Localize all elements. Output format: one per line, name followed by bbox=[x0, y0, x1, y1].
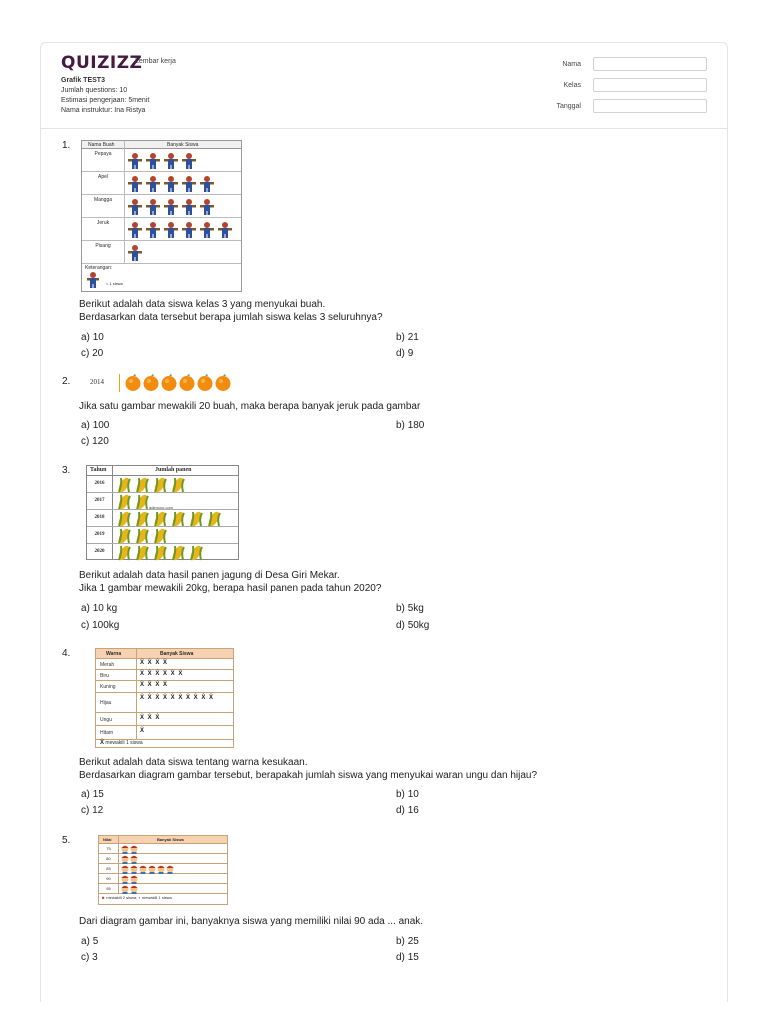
option-c[interactable] bbox=[81, 620, 119, 631]
fruit-pictograph bbox=[81, 140, 242, 292]
person-icon bbox=[164, 198, 178, 216]
corn-icon bbox=[171, 544, 185, 561]
person-icon bbox=[146, 198, 160, 216]
brand-subtitle: Lembar kerja bbox=[135, 58, 176, 65]
person-icon bbox=[200, 221, 214, 239]
person-icon bbox=[128, 244, 142, 262]
orange-icon bbox=[215, 374, 231, 392]
pictograph-row bbox=[99, 844, 227, 854]
person-icon bbox=[182, 175, 196, 193]
time-estimate: Estimasi pengerjaan: 5menit bbox=[61, 97, 150, 104]
person-icon bbox=[200, 175, 214, 193]
option-value: 16 bbox=[407, 805, 419, 816]
person-icon bbox=[128, 198, 142, 216]
question-text bbox=[79, 915, 423, 928]
option-a[interactable] bbox=[81, 603, 117, 614]
face-icon bbox=[157, 865, 165, 874]
option-value: 180 bbox=[407, 420, 425, 431]
pictograph-row bbox=[87, 527, 238, 544]
person-icon bbox=[164, 175, 178, 193]
pictograph-row bbox=[96, 693, 233, 713]
face-icon bbox=[148, 865, 156, 874]
pictograph-header bbox=[96, 649, 233, 659]
question-line: Berikut adalah data siswa tentang warna kesukaan. bbox=[79, 757, 308, 768]
pictograph-row bbox=[87, 544, 238, 561]
pictograph-header bbox=[87, 466, 238, 476]
option-value: 100 bbox=[92, 420, 110, 431]
question-line: Berikut adalah data siswa kelas 3 yang menyukai buah. bbox=[79, 299, 326, 310]
column-header: Banyak Siswa bbox=[167, 142, 199, 148]
person-icon: Ẋ bbox=[100, 740, 105, 746]
pictograph-row bbox=[82, 172, 241, 195]
person-icon bbox=[146, 175, 160, 193]
corn-icon bbox=[207, 510, 221, 527]
option-value: 50kg bbox=[407, 620, 430, 631]
option-d[interactable] bbox=[396, 805, 419, 816]
option-key: a) bbox=[81, 332, 90, 343]
name-row bbox=[537, 57, 707, 78]
face-icon bbox=[130, 855, 138, 864]
date-row bbox=[537, 99, 707, 120]
column-header: Nilai bbox=[103, 837, 112, 842]
face-icon: ☻ bbox=[101, 895, 106, 900]
option-value: 25 bbox=[407, 936, 419, 947]
date-field[interactable] bbox=[593, 99, 707, 113]
question-number: 3. bbox=[62, 465, 71, 476]
row-label: Kuning bbox=[100, 684, 116, 690]
row-label: Jeruk bbox=[96, 220, 110, 226]
legend-text: mewakili 2 siswa; bbox=[106, 895, 138, 900]
option-key: d) bbox=[396, 952, 405, 963]
figure-cell: Ẋ Ẋ Ẋ Ẋ Ẋ Ẋ Ẋ Ẋ Ẋ Ẋ bbox=[140, 695, 215, 701]
option-a[interactable] bbox=[81, 332, 104, 343]
corn-icon bbox=[117, 510, 131, 527]
date-label: Tanggal bbox=[556, 103, 581, 110]
option-value: 3 bbox=[92, 952, 98, 963]
person-icon bbox=[164, 221, 178, 239]
half-face-icon: ◐ bbox=[138, 895, 141, 900]
option-a[interactable] bbox=[81, 936, 98, 947]
option-key: c) bbox=[81, 620, 90, 631]
row-label: Pisang bbox=[95, 243, 111, 249]
person-icon bbox=[128, 152, 142, 170]
option-value: 10 bbox=[92, 332, 104, 343]
option-value: 100kg bbox=[92, 620, 120, 631]
option-key: c) bbox=[81, 805, 90, 816]
row-label: Pepaya bbox=[94, 151, 112, 157]
column-header: Warna bbox=[106, 651, 122, 657]
question-number: 5. bbox=[62, 835, 71, 846]
harvest-pictograph bbox=[86, 465, 239, 560]
option-value: 10 bbox=[407, 789, 419, 800]
person-icon bbox=[86, 271, 100, 289]
column-header: Jumlah panen bbox=[155, 467, 192, 473]
question-text bbox=[79, 298, 383, 324]
worksheet-title: Grafik TEST3 bbox=[61, 77, 105, 84]
pictograph-row bbox=[87, 510, 238, 527]
pictograph-row bbox=[99, 874, 227, 884]
option-key: b) bbox=[396, 936, 405, 947]
question-line: Berikut adalah data hasil panen jagung di Desa Giri Mekar. bbox=[79, 570, 340, 581]
option-d[interactable] bbox=[396, 348, 413, 359]
orange-icon bbox=[161, 374, 177, 392]
pictograph-header bbox=[82, 141, 241, 149]
legend-text: mewakili 1 siswa bbox=[105, 740, 143, 746]
orange-icon bbox=[143, 374, 159, 392]
option-key: d) bbox=[396, 620, 405, 631]
figure-cell: Ẋ Ẋ Ẋ Ẋ bbox=[140, 660, 169, 666]
person-icon bbox=[146, 152, 160, 170]
figure-cell: Ẋ Ẋ Ẋ Ẋ bbox=[140, 682, 169, 688]
pictograph-row bbox=[82, 218, 241, 241]
row-label: 95 bbox=[106, 886, 111, 891]
option-key: b) bbox=[396, 420, 405, 431]
question-line: Dari diagram gambar ini, banyaknya siswa yang memiliki nilai 90 ada ... anak. bbox=[79, 916, 424, 927]
row-label: 85 bbox=[106, 866, 111, 871]
face-icon bbox=[130, 845, 138, 854]
column-header: Tahun bbox=[90, 467, 107, 473]
year-label: 2014 bbox=[90, 378, 104, 386]
person-icon bbox=[146, 221, 160, 239]
option-key: c) bbox=[81, 436, 90, 447]
option-key: b) bbox=[396, 603, 405, 614]
pictograph-row bbox=[87, 476, 238, 493]
option-a[interactable] bbox=[81, 789, 104, 800]
corn-icon bbox=[135, 476, 149, 493]
pictograph-row bbox=[96, 713, 233, 726]
figure-cell: Ẋ Ẋ Ẋ Ẋ Ẋ Ẋ bbox=[140, 671, 184, 677]
row-label: 80 bbox=[106, 856, 111, 861]
legend-title: Keterangan: bbox=[85, 265, 113, 271]
face-icon bbox=[130, 875, 138, 884]
corn-icon bbox=[171, 476, 185, 493]
orange-icon bbox=[125, 374, 141, 392]
question-count: Jumlah questions: 10 bbox=[61, 87, 128, 94]
row-label: Ungu bbox=[100, 717, 112, 723]
pictograph-row bbox=[82, 241, 241, 264]
option-key: b) bbox=[396, 332, 405, 343]
row-label: Biru bbox=[100, 673, 109, 679]
pictograph-row bbox=[82, 195, 241, 218]
row-label: 2020 bbox=[94, 549, 105, 554]
question-text bbox=[79, 400, 420, 413]
question-number: 2. bbox=[62, 376, 71, 387]
face-icon bbox=[139, 865, 147, 874]
person-icon bbox=[182, 221, 196, 239]
corn-icon bbox=[117, 493, 131, 510]
corn-icon bbox=[153, 544, 167, 561]
class-field[interactable] bbox=[593, 78, 707, 92]
option-c[interactable] bbox=[81, 348, 103, 359]
corn-icon bbox=[153, 510, 167, 527]
option-d[interactable] bbox=[396, 952, 419, 963]
color-pictograph bbox=[95, 648, 234, 748]
face-icon bbox=[121, 845, 129, 854]
corn-icon bbox=[117, 544, 131, 561]
person-icon bbox=[128, 175, 142, 193]
question-line: Jika satu gambar mewakili 20 buah, maka berapa banyak jeruk pada gambar bbox=[79, 401, 421, 412]
face-icon bbox=[121, 885, 129, 894]
option-value: 120 bbox=[92, 436, 109, 447]
corn-icon bbox=[117, 527, 131, 544]
option-c[interactable] bbox=[81, 805, 103, 816]
face-icon bbox=[130, 865, 138, 874]
option-b[interactable] bbox=[396, 603, 424, 614]
option-c[interactable] bbox=[81, 436, 109, 447]
score-pictograph bbox=[98, 835, 228, 905]
row-label: 2018 bbox=[94, 515, 105, 520]
column-header: Nama Buah bbox=[88, 142, 115, 148]
question-number: 4. bbox=[62, 648, 71, 659]
row-label: Hitam bbox=[100, 730, 114, 736]
figure-cell: Ẋ bbox=[140, 728, 146, 734]
name-label: Nama bbox=[562, 61, 581, 68]
row-label: Apel bbox=[97, 174, 108, 180]
watermark: adimono.com bbox=[149, 505, 174, 510]
class-label: Kelas bbox=[563, 82, 581, 89]
option-key: b) bbox=[396, 789, 405, 800]
corn-icon bbox=[135, 510, 149, 527]
person-icon bbox=[182, 198, 196, 216]
option-value: 21 bbox=[407, 332, 419, 343]
quizizz-logo: QUIZIZZ bbox=[61, 53, 143, 73]
option-key: a) bbox=[81, 420, 90, 431]
instructor-name: Nama instruktur: Ina Ristya bbox=[61, 107, 146, 114]
orange-icon bbox=[179, 374, 195, 392]
option-key: c) bbox=[81, 952, 90, 963]
row-label: 75 bbox=[106, 846, 111, 851]
divider bbox=[119, 374, 120, 392]
person-icon bbox=[200, 198, 214, 216]
question-line: Berdasarkan diagram gambar tersebut, berapakah jumlah siswa yang menyukai waran ungu dan hijau? bbox=[79, 770, 538, 781]
option-key: a) bbox=[81, 789, 90, 800]
legend-text: mewakili 1 siswa bbox=[141, 895, 172, 900]
question-line: Berdasarkan data tersebut berapa jumlah siswa kelas 3 seluruhnya? bbox=[79, 312, 383, 323]
option-value: 12 bbox=[92, 805, 104, 816]
worksheet-meta bbox=[61, 76, 149, 116]
face-icon bbox=[121, 865, 129, 874]
pictograph-row bbox=[82, 149, 241, 172]
person-icon bbox=[164, 152, 178, 170]
corn-icon bbox=[135, 527, 149, 544]
corn-icon bbox=[153, 527, 167, 544]
person-icon bbox=[128, 221, 142, 239]
row-label: Mangga bbox=[93, 197, 113, 203]
pictograph-row bbox=[96, 726, 233, 740]
class-row bbox=[537, 78, 707, 99]
legend-text: = 1 siswa bbox=[106, 281, 123, 286]
worksheet-header bbox=[41, 43, 727, 129]
option-key: a) bbox=[81, 936, 90, 947]
question-text bbox=[79, 569, 381, 595]
name-field[interactable] bbox=[593, 57, 707, 71]
option-b[interactable] bbox=[396, 789, 419, 800]
corn-icon bbox=[171, 510, 185, 527]
row-label: 2016 bbox=[94, 481, 105, 486]
option-a[interactable] bbox=[81, 420, 109, 431]
pictograph-row bbox=[96, 659, 233, 670]
option-b[interactable] bbox=[396, 420, 424, 431]
corn-icon bbox=[117, 476, 131, 493]
row-label: Hijau bbox=[100, 700, 112, 706]
legend bbox=[101, 895, 172, 900]
option-value: 5kg bbox=[407, 603, 424, 614]
person-icon bbox=[218, 221, 232, 239]
row-label: 2019 bbox=[94, 532, 105, 537]
pictograph-row bbox=[99, 864, 227, 874]
row-label: 2017 bbox=[94, 498, 105, 503]
pictograph-row bbox=[96, 670, 233, 681]
face-icon bbox=[121, 855, 129, 864]
option-d[interactable] bbox=[396, 620, 429, 631]
corn-icon bbox=[189, 544, 203, 561]
corn-icon bbox=[135, 544, 149, 561]
option-b[interactable] bbox=[396, 332, 419, 343]
option-key: a) bbox=[81, 603, 90, 614]
question-line: Jika 1 gambar mewakili 20kg, berapa hasil panen pada tahun 2020? bbox=[79, 583, 382, 594]
option-value: 9 bbox=[407, 348, 414, 359]
question-text bbox=[79, 756, 537, 782]
orange-icon bbox=[197, 374, 213, 392]
student-fields bbox=[537, 57, 707, 120]
option-value: 5 bbox=[92, 936, 99, 947]
option-value: 10 kg bbox=[92, 603, 118, 614]
option-value: 15 bbox=[407, 952, 419, 963]
pictograph-row bbox=[96, 681, 233, 693]
pictograph-row bbox=[99, 884, 227, 894]
face-icon bbox=[130, 885, 138, 894]
column-header: Banyak Siswa bbox=[157, 837, 184, 842]
option-b[interactable] bbox=[396, 936, 419, 947]
face-icon bbox=[166, 865, 174, 874]
option-key: c) bbox=[81, 348, 90, 359]
corn-icon bbox=[153, 476, 167, 493]
option-key: d) bbox=[396, 348, 405, 359]
row-label: Merah bbox=[100, 662, 115, 668]
option-key: d) bbox=[396, 805, 405, 816]
pictograph-row bbox=[99, 854, 227, 864]
face-icon bbox=[121, 875, 129, 884]
question-number: 1. bbox=[62, 140, 71, 151]
row-label: 90 bbox=[106, 876, 111, 881]
option-c[interactable] bbox=[81, 952, 98, 963]
legend bbox=[100, 740, 143, 746]
person-icon bbox=[182, 152, 196, 170]
corn-icon bbox=[135, 493, 149, 510]
option-value: 20 bbox=[92, 348, 104, 359]
option-value: 15 bbox=[92, 789, 104, 800]
column-header: Banyak Siswa bbox=[160, 651, 194, 657]
corn-icon bbox=[189, 510, 203, 527]
figure-cell: Ẋ Ẋ Ẋ bbox=[140, 715, 161, 721]
